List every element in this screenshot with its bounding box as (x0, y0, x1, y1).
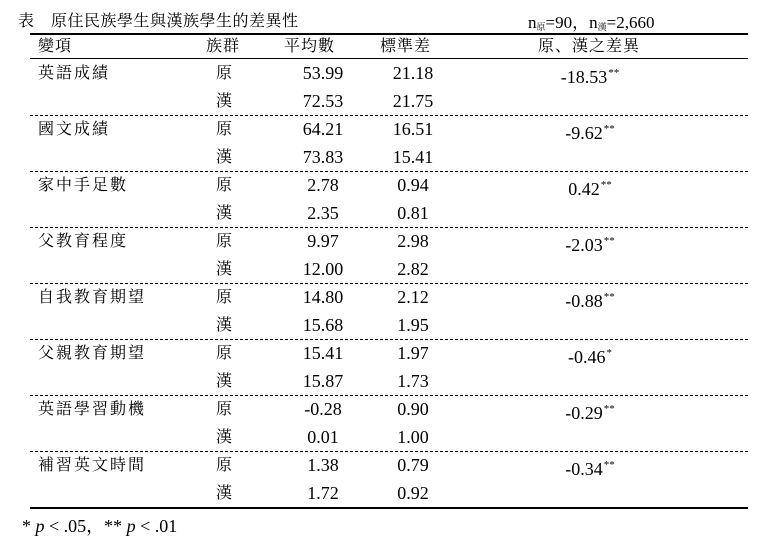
n-label-yuan: n (528, 13, 537, 32)
sd-value: 2.98 (397, 231, 429, 251)
variable-label: 家中手足數 (38, 175, 129, 194)
sd-value: 0.94 (397, 175, 429, 195)
sub-yuan: 原 (536, 23, 546, 33)
group-label: 原 (216, 287, 233, 306)
group-label: 漢 (216, 315, 233, 334)
diff-number: -0.29 (565, 403, 603, 423)
table-caption (18, 6, 758, 33)
sd-value: 0.79 (397, 455, 429, 475)
row-separator (30, 339, 748, 340)
group-label: 原 (216, 455, 233, 474)
sd-value: 1.95 (397, 315, 429, 335)
group-label: 漢 (216, 147, 233, 166)
sd-value: 21.18 (392, 63, 434, 83)
group-label: 原 (216, 63, 233, 82)
n-label-han: n (589, 13, 598, 32)
row-separator (30, 171, 748, 172)
group-label: 原 (216, 399, 233, 418)
header-rule (30, 58, 748, 59)
diff-value (520, 286, 660, 312)
diff-value (520, 118, 660, 144)
variable-label: 自我教育期望 (38, 287, 147, 306)
significance-marker: ** (603, 459, 615, 471)
diff-number: -2.03 (565, 235, 603, 255)
group-label: 原 (216, 231, 233, 250)
significance-marker: ** (603, 291, 615, 303)
diff-number: 0.42 (568, 179, 600, 199)
mean-value: 15.87 (302, 371, 344, 391)
sd-value: 1.73 (397, 371, 429, 391)
group-label: 原 (216, 175, 233, 194)
mean-value: 14.80 (302, 287, 344, 307)
diff-value (520, 398, 660, 424)
sd-value: 0.81 (397, 203, 429, 223)
variable-label: 補習英文時間 (38, 455, 147, 474)
header-sd: 標準差 (380, 36, 432, 55)
mean-value: 53.99 (302, 63, 344, 83)
footnote-star1: * (22, 516, 36, 536)
mean-value: 15.68 (302, 315, 344, 335)
diff-value (520, 230, 660, 256)
row-separator (30, 395, 748, 396)
header-variable: 變項 (38, 36, 73, 55)
significance-marker: ** (603, 403, 615, 415)
mean-value: -0.28 (304, 399, 342, 419)
sd-value: 21.75 (392, 91, 434, 111)
row-separator (30, 283, 748, 284)
n-han: =2,660 (606, 13, 655, 32)
mean-value: 2.78 (307, 175, 339, 195)
group-label: 原 (216, 343, 233, 362)
variable-label: 父親教育期望 (38, 343, 147, 362)
group-label: 漢 (216, 91, 233, 110)
sub-han: 漢 (597, 23, 607, 33)
diff-value (520, 454, 660, 480)
diff-number: -0.88 (565, 291, 603, 311)
footnote-p1: p (35, 516, 45, 536)
variable-label: 父教育程度 (38, 231, 129, 250)
header-group: 族群 (206, 36, 241, 55)
variable-label: 英語學習動機 (38, 399, 147, 418)
diff-number: -0.34 (565, 459, 603, 479)
group-label: 漢 (216, 203, 233, 222)
footnote-lt1: < .05，** (44, 516, 127, 536)
diff-value (520, 342, 660, 368)
significance-marker: ** (608, 67, 620, 79)
mean-value: 1.72 (307, 483, 339, 503)
significance-marker: * (606, 347, 612, 359)
diff-value (520, 174, 660, 200)
sd-value: 2.12 (397, 287, 429, 307)
footnote (22, 512, 177, 538)
diff-number: -9.62 (565, 123, 603, 143)
group-label: 漢 (216, 427, 233, 446)
diff-value (520, 62, 660, 88)
row-separator (30, 451, 748, 452)
sample-size (528, 8, 654, 33)
mean-value: 2.35 (307, 203, 339, 223)
mean-value: 12.00 (302, 259, 344, 279)
group-label: 原 (216, 119, 233, 138)
mean-value: 0.01 (307, 427, 339, 447)
mean-value: 1.38 (307, 455, 339, 475)
row-separator (30, 227, 748, 228)
mean-value: 64.21 (302, 119, 344, 139)
sd-value: 0.92 (397, 483, 429, 503)
significance-marker: ** (603, 235, 615, 247)
sd-value: 15.41 (392, 147, 434, 167)
header-diff: 原、漢之差異 (538, 36, 641, 55)
sd-value: 2.82 (397, 259, 429, 279)
diff-number: -18.53 (560, 67, 608, 87)
footnote-p2: p (126, 516, 136, 536)
diff-number: -0.46 (568, 347, 606, 367)
row-separator (30, 115, 748, 116)
mean-value: 15.41 (302, 343, 344, 363)
variable-label: 國文成績 (38, 119, 111, 138)
n-yuan: =90， (545, 13, 590, 32)
mean-value: 9.97 (307, 231, 339, 251)
header-mean: 平均數 (284, 36, 336, 55)
bottom-rule (30, 507, 748, 509)
sd-value: 0.90 (397, 399, 429, 419)
significance-marker: ** (603, 123, 615, 135)
footnote-lt2: < .01 (135, 516, 178, 536)
mean-value: 73.83 (302, 147, 344, 167)
mean-value: 72.53 (302, 91, 344, 111)
table-title: 表 原住民族學生與漢族學生的差異性 (18, 11, 299, 30)
group-label: 漢 (216, 371, 233, 390)
sd-value: 16.51 (392, 119, 434, 139)
group-label: 漢 (216, 259, 233, 278)
sd-value: 1.00 (397, 427, 429, 447)
group-label: 漢 (216, 483, 233, 502)
significance-marker: ** (600, 179, 612, 191)
sd-value: 1.97 (397, 343, 429, 363)
variable-label: 英語成績 (38, 63, 111, 82)
